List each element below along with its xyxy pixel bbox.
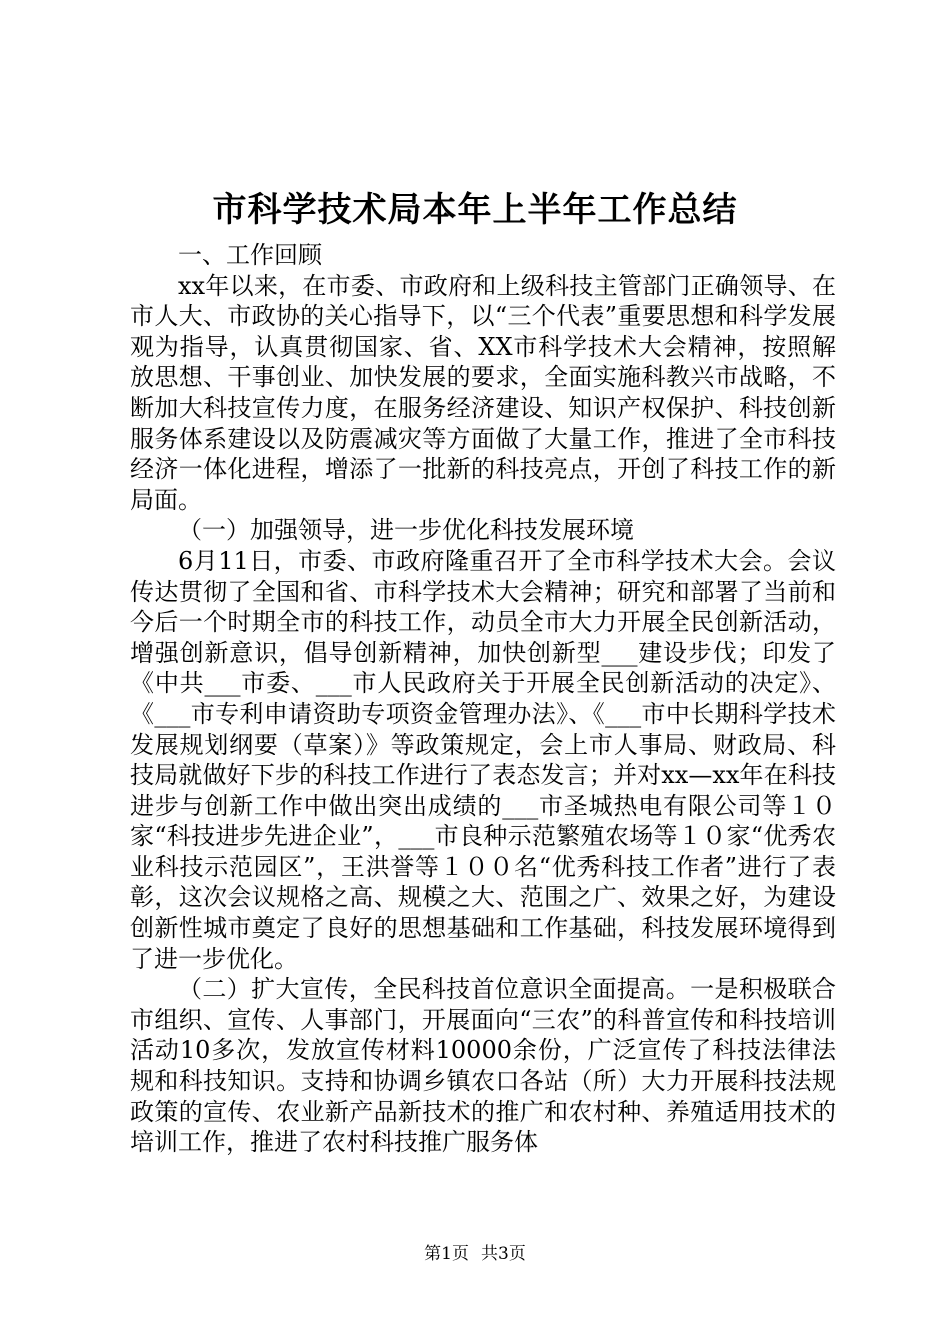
document-body xyxy=(130,240,836,1158)
subsection-heading-1: （一）加强领导，进一步优化科技发展环境 xyxy=(178,516,634,545)
page-total: 共3页 xyxy=(481,1244,526,1264)
paragraph-intro: xx年以来，在市委、市政府和上级科技主管部门正确领导、在市人大、市政协的关心指导下，以“三个代表”重要思想和科学发展观为指导，认真贯彻国家、省、XX市科学技术大会精神，按照解放思想、干事创业、加快发展的要求，全面实施科教兴市战略，不断加大科技宣传力度，在服务经济建设、知识产权保护、科技创新服务体系建设以及防震减灾等方面做了大量工作，推进了全市科技经济一体化进程，增添了一批新的科技亮点，开创了科技工作的新局面。 xyxy=(130,271,836,514)
page-number: 第1页 xyxy=(424,1244,469,1264)
page-footer xyxy=(0,1242,950,1266)
paragraph-publicity: （二）扩大宣传，全民科技首位意识全面提高。一是积极联合市组织、宣传、人事部门，开展面向“三农”的科普宣传和科技培训活动10多次，发放宣传材料10000余份，广泛宣传了科技法律法规和科技知识。支持和协调乡镇农口各站（所）大力开展科技法规政策的宣传、农业新产品新技术的推广和农村种、养殖适用技术的培训工作，推进了农村科技推广服务体 xyxy=(130,975,836,1157)
section-heading-review: 一、工作回顾 xyxy=(178,241,322,269)
document-title: 市科学技术局本年上半年工作总结 xyxy=(212,190,738,230)
paragraph-conference: 6月11日，市委、市政府隆重召开了全市科学技术大会。会议传达贯彻了全国和省、市科学技术大会精神；研究和部署了当前和今后一个时期全市的科技工作，动员全市大力开展全民创新活动，增强创新意识，倡导创新精神，加快创新型___建设步伐；印发了《中共___市委、___市人民政府关于开展全民创新活动的决定》、《___市专利申请资助专项资金管理办法》、《___市中长期科学技术发展规划纲要（草案）》等政策规定，会上市人事局、财政局、科技局就做好下步的科技工作进行了表态发言；并对xx—xx年在科技进步与创新工作中做出突出成绩的___市圣城热电有限公司等１０家“科技进步先进企业”，___市良种示范繁殖农场等１０家“优秀农业科技示范园区”，王洪誉等１００名“优秀科技工作者”进行了表彰，这次会议规格之高、规模之大、范围之广、效果之好，为建设创新性城市奠定了良好的思想基础和工作基础，科技发展环境得到了进一步优化。 xyxy=(130,546,836,973)
